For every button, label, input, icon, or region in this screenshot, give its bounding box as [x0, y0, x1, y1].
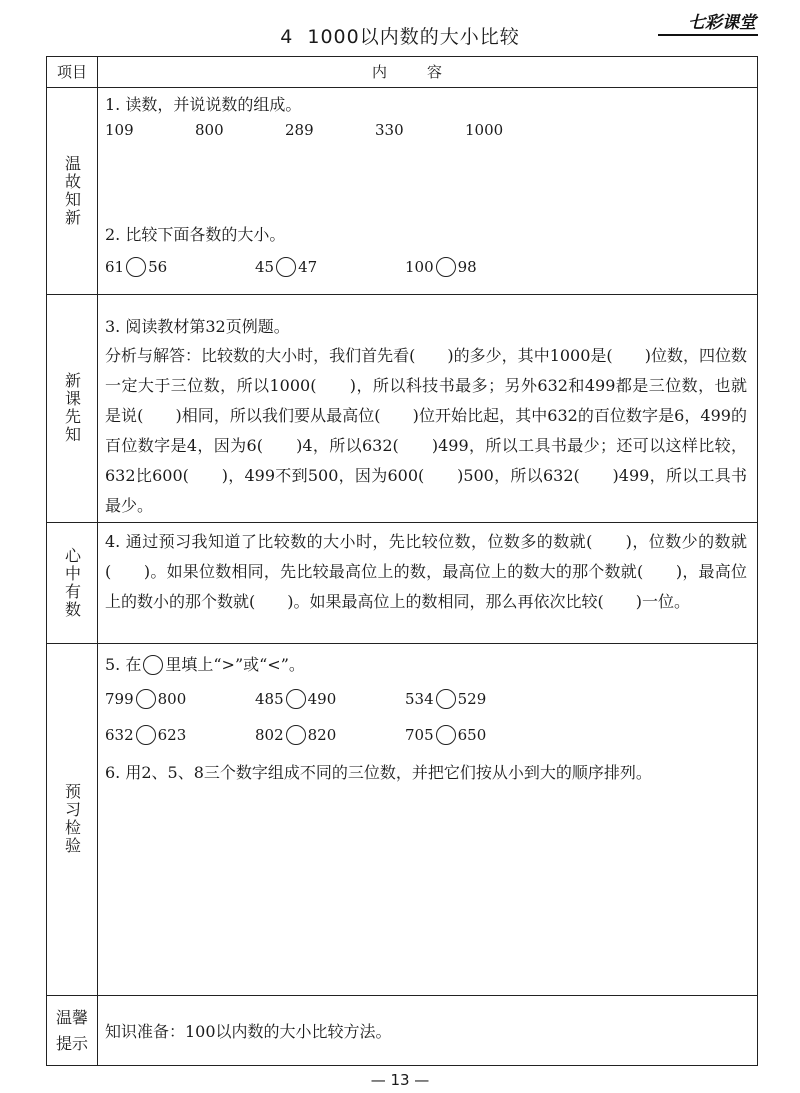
answer-circle[interactable] — [436, 689, 456, 709]
section-label-new: 新课先知 — [62, 372, 82, 444]
circle-icon — [143, 655, 163, 675]
answer-circle[interactable] — [286, 689, 306, 709]
answer-circle[interactable] — [436, 257, 456, 277]
answer-circle[interactable] — [276, 257, 296, 277]
tips-content — [105, 1019, 747, 1042]
review-content — [105, 93, 747, 277]
question-2: 2. 比较下面各数的大小。 — [105, 225, 286, 244]
check-content — [105, 653, 747, 785]
header-item: 项目 — [56, 63, 87, 81]
number-item: 330 — [375, 121, 404, 139]
compare-item: 534 529 — [405, 690, 487, 708]
question-3-text: 分析与解答：比较数的大小时，我们首先看( )的多少，其中1000是( )位数，四位数一定大于三位数，所以1000( )，所以科技书最多；另外632和499都是三位数，也就是说( )相同，所以我们要从最高位( )位开始比起，其中632的百位数字是6，499的百位数字是4，因为6( )4，所以632( )499，所以工具书最少；还可以这样比较，632比600( )，499不到500，因为600( )500，所以632( )499，所以工具书最少。 — [105, 346, 747, 515]
number-item: 109 — [105, 121, 134, 139]
number-item: 289 — [285, 121, 314, 139]
row-divider — [47, 995, 757, 996]
row-divider — [47, 87, 757, 88]
worksheet-table — [46, 56, 758, 1066]
new-content — [105, 315, 747, 521]
compare-item: 799 800 — [105, 690, 187, 708]
brand-underline — [658, 34, 758, 36]
answer-circle[interactable] — [286, 725, 306, 745]
question-3: 3. 阅读教材第32页例题。 — [105, 317, 290, 336]
compare-row — [105, 689, 747, 709]
answer-circle[interactable] — [136, 725, 156, 745]
mind-content — [105, 527, 747, 617]
answer-circle[interactable] — [126, 257, 146, 277]
section-label-review: 温故知新 — [62, 154, 82, 227]
section-label-tips: 温馨 提示 — [56, 1008, 89, 1053]
section-title: 1000以内数的大小比较 — [307, 26, 520, 48]
tips-text: 知识准备：100以内数的大小比较方法。 — [105, 1022, 392, 1041]
compare-item: 632 623 — [105, 726, 187, 744]
header-content: 内容 — [371, 63, 482, 81]
section-label-mind: 心中有数 — [62, 546, 82, 619]
question-6: 6. 用2、5、8三个数字组成不同的三位数，并把它们按从小到大的顺序排列。 — [105, 763, 652, 782]
row-divider — [47, 522, 757, 523]
answer-circle[interactable] — [436, 725, 456, 745]
page-number: — 13 — — [370, 1071, 430, 1089]
compare-item: 802 820 — [255, 726, 337, 744]
compare-item: 485 490 — [255, 690, 337, 708]
compare-row — [105, 725, 747, 745]
answer-circle[interactable] — [136, 689, 156, 709]
section-number: 4 — [280, 26, 294, 48]
brand-logo: 七彩课堂 — [688, 13, 756, 33]
row-divider — [47, 643, 757, 644]
question-5: 5. 在 里填上“>”或“<”。 — [105, 655, 305, 674]
compare-row — [105, 257, 747, 277]
compare-item: 45 47 — [255, 258, 318, 276]
compare-item: 100 98 — [405, 258, 477, 276]
section-label-check: 预习检验 — [62, 783, 82, 855]
number-item: 800 — [195, 121, 224, 139]
number-list — [105, 121, 747, 139]
number-item: 1000 — [465, 121, 504, 139]
compare-item: 61 56 — [105, 258, 168, 276]
compare-item: 705 650 — [405, 726, 487, 744]
question-4-text: 4. 通过预习我知道了比较数的大小时，先比较位数，位数多的数就( )，位数少的数就( )。如果位数相同，先比较最高位上的数，最高位上的数大的那个数就( )，最高位上的数小的那个数就( )。如果最高位上的数相同，那么再依次比较( )一位。 — [105, 532, 747, 611]
column-divider — [97, 57, 98, 1065]
question-1: 1. 读数，并说说数的组成。 — [105, 95, 302, 114]
row-divider — [47, 294, 757, 295]
